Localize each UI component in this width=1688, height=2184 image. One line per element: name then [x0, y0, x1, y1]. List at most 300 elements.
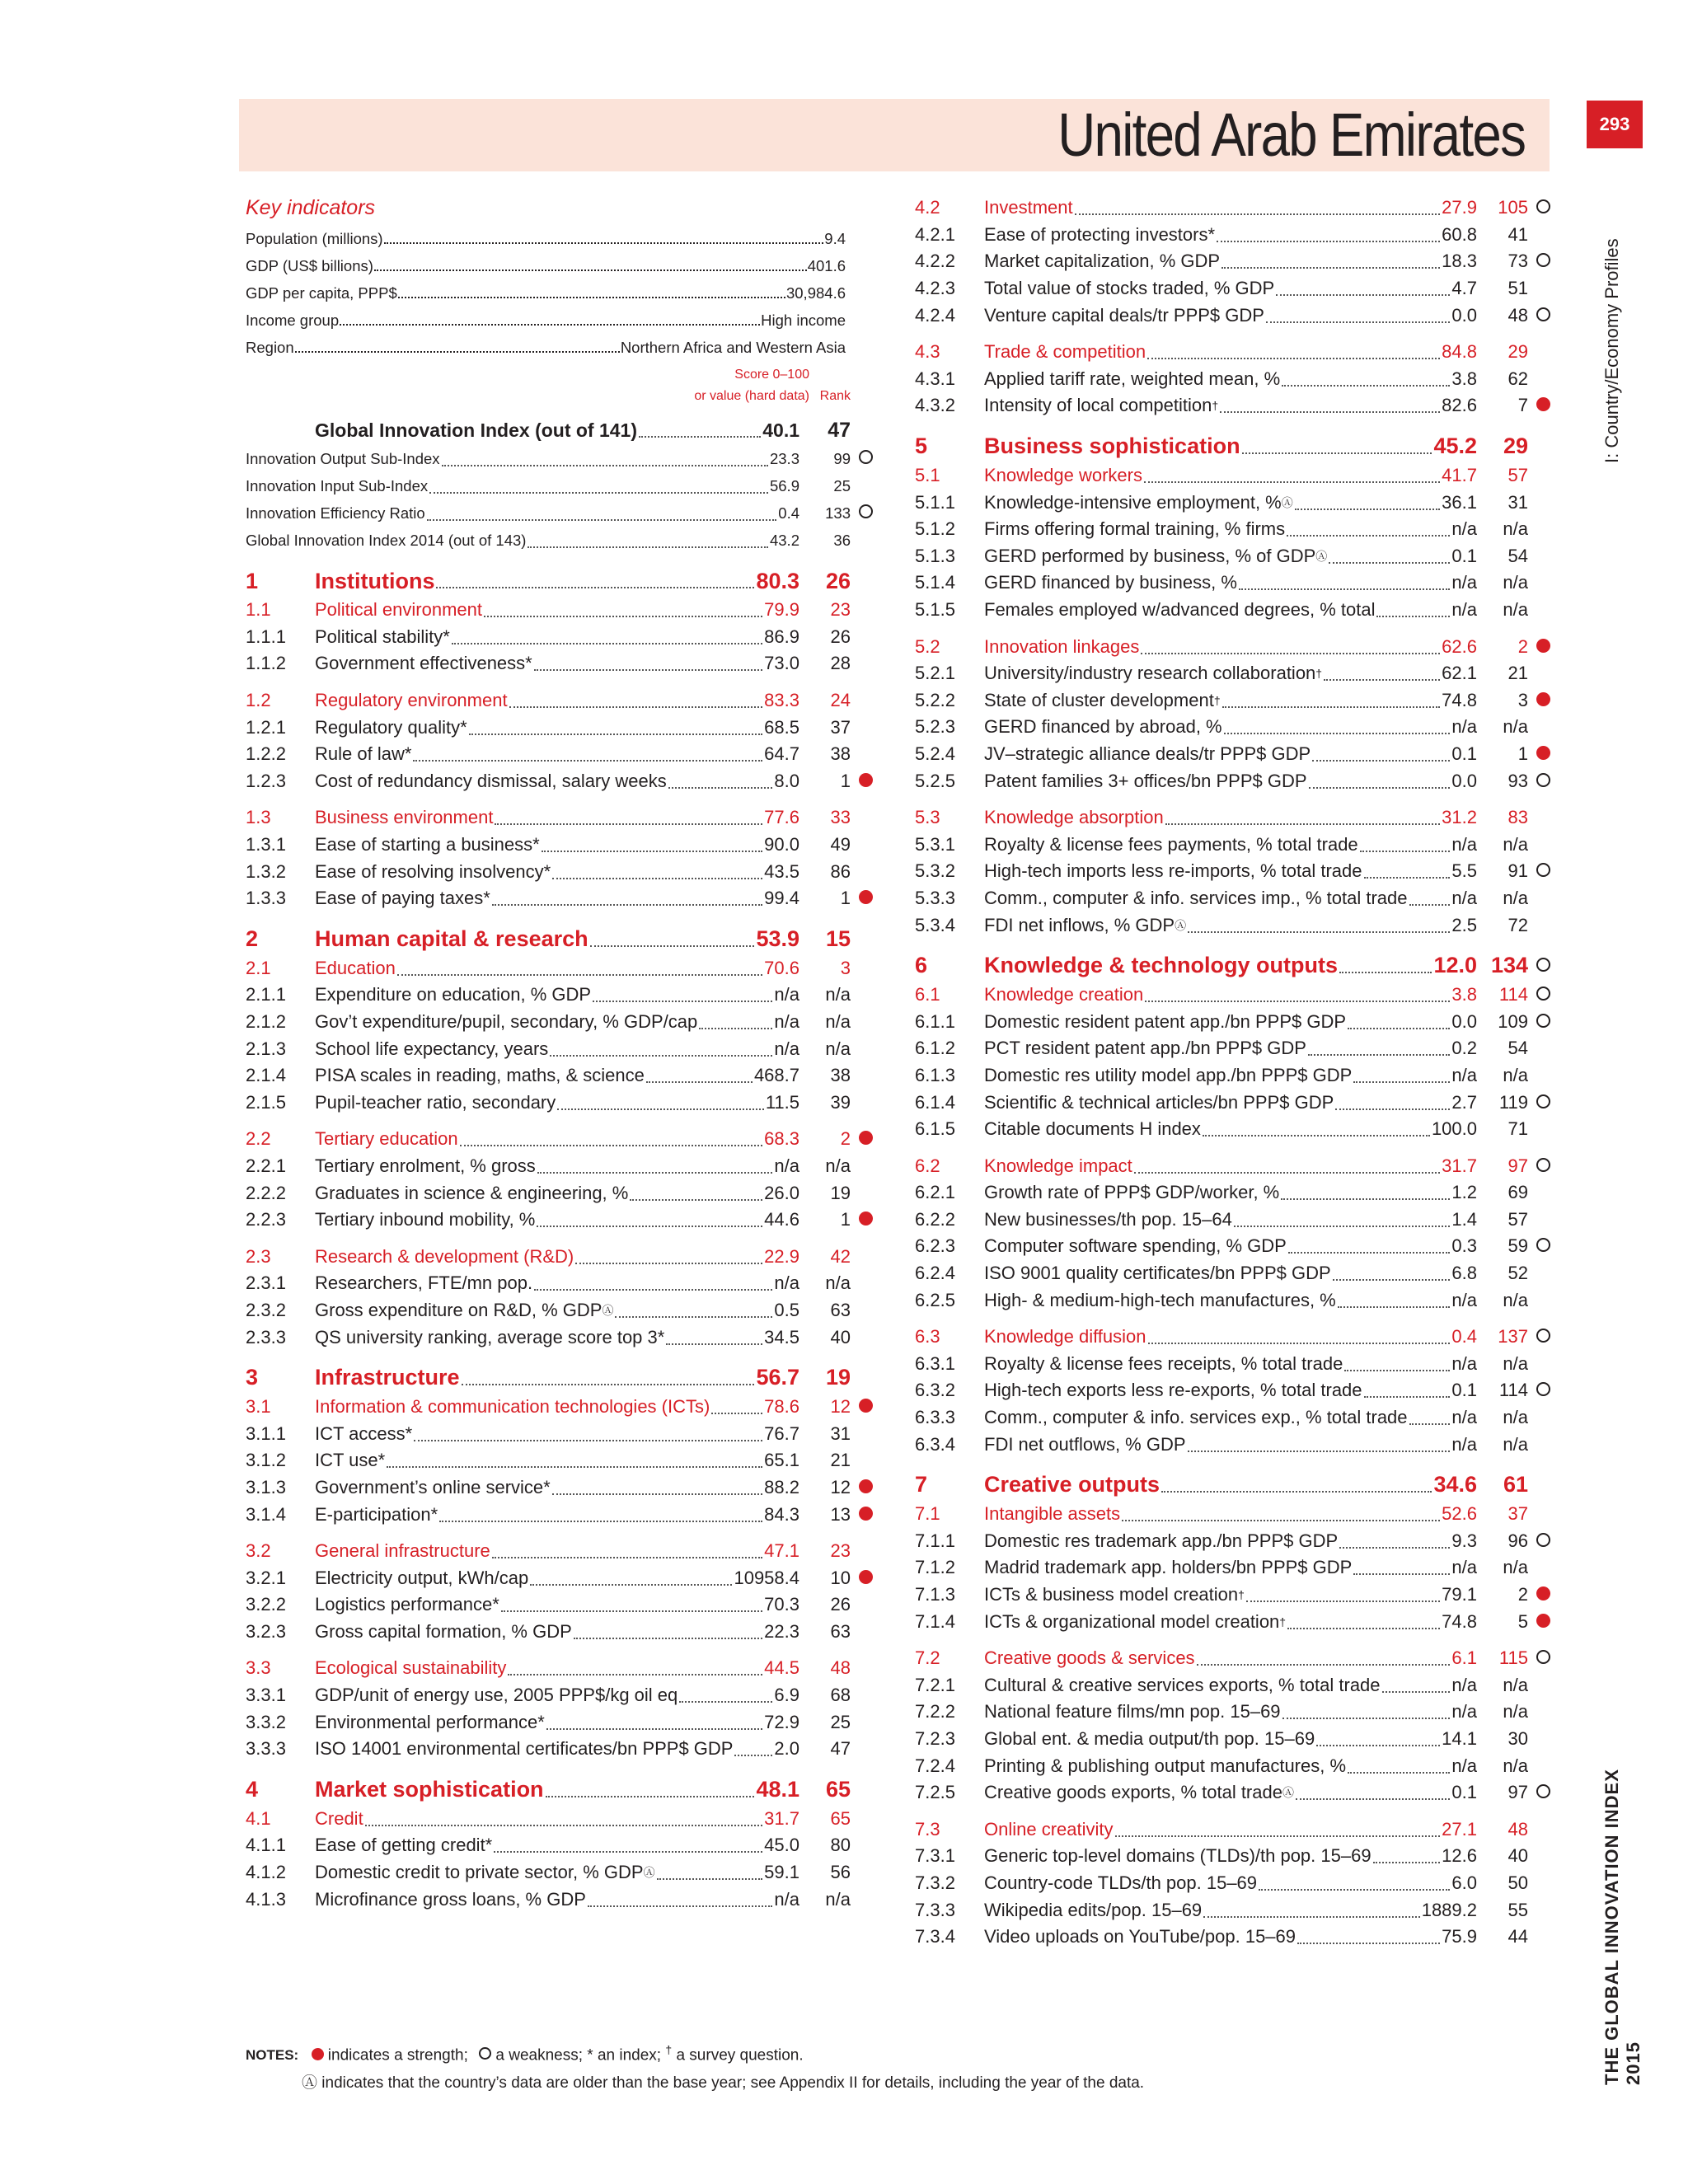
- leader-dots: [1364, 1396, 1451, 1398]
- row-score: n/a: [774, 984, 799, 1005]
- row-rank: 41: [1507, 223, 1528, 245]
- marker-cell: [1528, 690, 1558, 711]
- row-score: 27.1: [1442, 1818, 1477, 1840]
- row-score: 83.3: [764, 690, 799, 711]
- row-label: Business environment: [315, 807, 494, 828]
- row-label: Domestic res trademark app./bn PPP$ GDP: [984, 1530, 1339, 1551]
- row-code: 6.2.1: [915, 1182, 955, 1203]
- row-score: 45.0: [764, 1835, 799, 1856]
- weakness-circle-icon: [1536, 199, 1550, 213]
- row-rank: 13: [830, 1503, 851, 1525]
- row-code: 5.3.1: [915, 833, 955, 855]
- indicator-row: [915, 597, 1558, 624]
- leader-dots: [1197, 1664, 1451, 1666]
- row-code: 7.3: [915, 1818, 940, 1840]
- key-indicator-value: 9.4: [824, 230, 846, 247]
- leader-dots: [1188, 1451, 1451, 1452]
- row-score: 0.0: [1451, 304, 1477, 326]
- row-label: Regulatory quality*: [315, 716, 467, 738]
- weakness-circle-icon: [1536, 1650, 1550, 1664]
- row-code: 7.2.2: [915, 1701, 955, 1722]
- row-label: Trade & competition: [984, 341, 1146, 363]
- strength-dot-icon: [859, 1131, 873, 1145]
- row-code: 6.2.3: [915, 1235, 955, 1257]
- row-score: 0.4: [778, 504, 799, 522]
- row-label: Logistics performance*: [315, 1594, 499, 1615]
- weakness-circle-icon: [1536, 1784, 1550, 1798]
- row-label: Madrid trademark app. holders/bn PPP$ GDP: [984, 1557, 1353, 1578]
- row-rank: 28: [830, 653, 851, 674]
- row-rank: 59: [1507, 1235, 1528, 1257]
- row-label: Video uploads on YouTube/pop. 15–69: [984, 1926, 1296, 1947]
- row-score: 31.2: [1442, 807, 1477, 828]
- row-rank: 137: [1498, 1326, 1528, 1347]
- leader-dots: [1203, 1135, 1430, 1137]
- indicator-row: [915, 1351, 1558, 1378]
- row-label: Innovation Output Sub-Index: [246, 449, 440, 467]
- row-rank: 52: [1507, 1263, 1528, 1284]
- leader-dots: [469, 733, 763, 735]
- row-label: Education: [315, 957, 396, 978]
- row-code: 2.3.3: [246, 1326, 286, 1347]
- row-label: Knowledge workers: [984, 465, 1142, 486]
- row-score: 6.0: [1451, 1872, 1477, 1893]
- gii-subindex-row: [246, 527, 880, 554]
- subpillar-row: [915, 339, 1558, 366]
- indicator-row: [915, 1377, 1558, 1404]
- row-score: n/a: [1451, 1557, 1477, 1578]
- marker-cell: [1528, 771, 1558, 792]
- indicator-row: [246, 1324, 880, 1351]
- strength-dot-icon: [859, 1570, 873, 1584]
- row-label: Credit: [315, 1807, 363, 1829]
- row-label: Market capitalization, % GDP: [984, 251, 1221, 272]
- row-score: 34.5: [764, 1326, 799, 1347]
- indicator-row: [915, 831, 1558, 858]
- row-code: 1.2.3: [246, 770, 286, 791]
- pillar-row: [915, 431, 1558, 462]
- row-label: Domestic resident patent app./bn PPP$ GDP: [984, 1010, 1347, 1032]
- marker-cell: [1528, 1011, 1558, 1033]
- row-score: n/a: [1451, 572, 1477, 593]
- row-rank: 2: [1517, 1584, 1528, 1605]
- row-label: Creative goods & services: [984, 1647, 1195, 1669]
- indicator-row: [915, 1207, 1558, 1234]
- row-label: GERD performed by business, % of GDP: [984, 545, 1316, 566]
- row-score: 12.0: [1433, 953, 1477, 978]
- row-rank: 31: [830, 1422, 851, 1444]
- row-rank: 25: [833, 476, 851, 494]
- row-rank: 38: [830, 743, 851, 765]
- indicator-row: [915, 1672, 1558, 1699]
- row-score: 31.7: [1442, 1155, 1477, 1176]
- row-rank: n/a: [1503, 1755, 1528, 1776]
- row-label: Patent families 3+ offices/bn PPP$ GDP: [984, 770, 1307, 791]
- row-score: 88.2: [764, 1476, 799, 1497]
- row-code: 7.2: [915, 1647, 940, 1669]
- marker-cell: [1528, 636, 1558, 658]
- leader-dots: [546, 1796, 755, 1797]
- row-label: Knowledge creation: [984, 984, 1144, 1005]
- row-rank: 19: [830, 1182, 851, 1203]
- row-code: 7.1.2: [915, 1557, 955, 1578]
- row-code: 3.3.3: [246, 1738, 286, 1760]
- strength-dot-icon: [859, 773, 873, 787]
- row-score: 6.8: [1451, 1263, 1477, 1284]
- row-code: 6.2.5: [915, 1289, 955, 1310]
- row-code: 3: [246, 1365, 259, 1390]
- strength-dot-icon: [1536, 397, 1550, 411]
- row-score: 84.8: [1442, 341, 1477, 363]
- row-label: General infrastructure: [315, 1540, 490, 1562]
- gii-subindex-row: [246, 472, 880, 499]
- row-label: Researchers, FTE/mn pop.: [315, 1272, 533, 1294]
- leader-dots: [615, 1316, 772, 1318]
- row-score: 5.5: [1451, 860, 1477, 882]
- indicator-row: [915, 885, 1558, 912]
- weakness-circle-icon: [1536, 1014, 1550, 1028]
- indicator-row: [246, 714, 880, 741]
- indicator-row: [915, 1870, 1558, 1897]
- row-rank: 39: [830, 1091, 851, 1113]
- row-rank: n/a: [1503, 716, 1528, 738]
- dagger-icon: †: [1238, 1588, 1245, 1602]
- row-rank: 83: [1507, 807, 1528, 828]
- leader-dots: [537, 1226, 762, 1227]
- leader-dots: [666, 1343, 762, 1345]
- row-code: 5.1: [915, 465, 940, 486]
- marker-cell: [1528, 1326, 1558, 1347]
- row-score: 10958.4: [734, 1567, 799, 1588]
- row-rank: 37: [1507, 1503, 1528, 1525]
- subpillar-row: [246, 1538, 880, 1565]
- indicator-row: [915, 1699, 1558, 1726]
- row-code: 1.1: [246, 599, 271, 621]
- pillar-row: [246, 565, 880, 597]
- indicator-row: [246, 1153, 880, 1180]
- older-data-icon: Ⓐ: [643, 1866, 655, 1880]
- indicator-row: [915, 222, 1558, 249]
- row-score: 0.3: [1451, 1235, 1477, 1257]
- row-label: Infrastructure: [315, 1365, 460, 1390]
- row-code: 6.1.4: [915, 1091, 955, 1113]
- indicator-row: [915, 1896, 1558, 1924]
- row-label: ICT use*: [315, 1450, 386, 1471]
- row-score: 0.0: [1451, 770, 1477, 791]
- leader-dots: [528, 546, 768, 548]
- indicator-row: [915, 714, 1558, 741]
- leader-dots: [534, 669, 762, 671]
- row-code: 4.3.1: [915, 368, 955, 389]
- row-code: 5.3.4: [915, 914, 955, 935]
- indicator-row: [915, 1089, 1558, 1116]
- indicator-row: [915, 1554, 1558, 1582]
- row-code: 5.1.5: [915, 599, 955, 621]
- leader-dots: [442, 465, 768, 466]
- leader-dots: [1344, 1370, 1450, 1371]
- row-label: Tertiary education: [315, 1128, 458, 1150]
- indicator-row: [246, 768, 880, 795]
- notes-weakness: a weakness; * an index;: [495, 2046, 662, 2064]
- notes-line1: [246, 2036, 1144, 2069]
- row-score: 44.6: [764, 1209, 799, 1230]
- marker-cell: [1528, 1647, 1558, 1669]
- leader-dots: [1353, 1573, 1450, 1575]
- row-score: n/a: [1451, 887, 1477, 908]
- row-code: 4.2.3: [915, 278, 955, 299]
- key-indicator-value: 401.6: [807, 257, 846, 274]
- indicator-row: [915, 1260, 1558, 1287]
- row-label: Rule of law*: [315, 743, 412, 765]
- row-score: 0.5: [774, 1299, 799, 1320]
- weakness-circle-icon: [1536, 253, 1550, 267]
- row-score: 43.2: [769, 531, 799, 549]
- key-indicator-label: GDP (US$ billions): [246, 257, 373, 274]
- gii-subindex-row: [246, 445, 880, 472]
- leader-dots: [495, 823, 762, 825]
- notes-survey: a survey question.: [676, 2046, 804, 2064]
- older-data-icon: Ⓐ: [302, 2074, 318, 2093]
- indicator-row: [915, 1779, 1558, 1807]
- row-score: 9.3: [1451, 1530, 1477, 1551]
- leader-dots: [1165, 823, 1440, 825]
- leader-dots: [1348, 1028, 1450, 1029]
- row-score: 2.0: [774, 1738, 799, 1760]
- leader-dots: [1259, 1889, 1450, 1891]
- row-score: n/a: [774, 1038, 799, 1059]
- row-code: 1.1.1: [246, 626, 286, 647]
- key-indicator-row: [246, 252, 846, 279]
- leader-dots: [1333, 1279, 1451, 1281]
- row-label: Innovation Input Sub-Index: [246, 476, 429, 494]
- row-rank: 12: [830, 1476, 851, 1497]
- row-code: 5.3: [915, 807, 940, 828]
- strength-dot-icon: [1536, 639, 1550, 653]
- row-label: Growth rate of PPP$ GDP/worker, %: [984, 1182, 1280, 1203]
- row-rank: n/a: [1503, 1701, 1528, 1722]
- indicator-row: [915, 489, 1558, 516]
- leader-dots: [1122, 1520, 1440, 1521]
- indicator-row: [915, 1582, 1558, 1609]
- leader-dots: [1282, 385, 1450, 387]
- row-score: n/a: [1451, 518, 1477, 540]
- key-indicator-label: Income group: [246, 312, 340, 329]
- weakness-circle-icon: [1536, 307, 1550, 321]
- row-code: 5.1.4: [915, 572, 955, 593]
- leader-dots: [1287, 1628, 1440, 1629]
- key-indicator-label: Population (millions): [246, 230, 383, 247]
- leader-dots: [1339, 1547, 1450, 1549]
- row-score: 45.2: [1433, 434, 1477, 459]
- weakness-circle-icon: [1536, 987, 1550, 1001]
- indicator-row: [246, 624, 880, 651]
- marker-cell: [1528, 197, 1558, 218]
- row-label: Females employed w/advanced degrees, % total: [984, 599, 1376, 621]
- indicator-row: [246, 1474, 880, 1502]
- weakness-circle-icon: [479, 2047, 491, 2060]
- key-indicator-value: Northern Africa and Western Asia: [620, 339, 846, 356]
- notes-line2: indicates that the country’s data are older than the base year; see Appendix II for details, including the year of the data.: [321, 2074, 1145, 2093]
- row-label: Country-code TLDs/th pop. 15–69: [984, 1872, 1258, 1893]
- leader-dots: [1115, 1835, 1441, 1837]
- row-code: 4.2.4: [915, 304, 955, 326]
- key-indicator-label: GDP per capita, PPP$: [246, 284, 397, 302]
- row-label: Computer software spending, % GDP: [984, 1235, 1287, 1257]
- row-rank: 54: [1507, 1038, 1528, 1059]
- row-score: 84.3: [764, 1503, 799, 1525]
- row-code: 3.2.2: [246, 1594, 286, 1615]
- row-score: 79.9: [764, 599, 799, 621]
- score-header-line2: or value (hard data): [694, 389, 809, 403]
- row-rank: 55: [1507, 1899, 1528, 1920]
- leader-dots: [387, 1466, 762, 1468]
- row-score: 6.9: [774, 1685, 799, 1706]
- leader-dots: [1203, 1916, 1420, 1918]
- leader-dots: [1295, 509, 1440, 510]
- row-rank: 33: [830, 807, 851, 828]
- indicator-row: [246, 1207, 880, 1234]
- row-code: 7.2.4: [915, 1755, 955, 1776]
- row-score: n/a: [774, 1272, 799, 1294]
- row-label: New businesses/th pop. 15–64: [984, 1208, 1232, 1230]
- row-rank: 12: [830, 1396, 851, 1418]
- marker-cell: [851, 450, 880, 468]
- leader-dots: [439, 1521, 762, 1522]
- row-label: Knowledge & technology outputs: [984, 953, 1338, 978]
- row-rank: 57: [1507, 1208, 1528, 1230]
- indicator-row: [915, 858, 1558, 885]
- row-code: 1: [246, 568, 259, 593]
- indicator-row: [246, 1859, 880, 1886]
- leader-dots: [588, 1905, 773, 1907]
- indicator-row: [246, 650, 880, 677]
- row-code: 2.1.4: [246, 1065, 286, 1086]
- row-rank: 21: [830, 1450, 851, 1471]
- row-code: 6.1.3: [915, 1064, 955, 1085]
- row-rank: 37: [830, 716, 851, 738]
- row-label: Electricity output, kWh/cap: [315, 1567, 529, 1588]
- row-label: High- & medium-high-tech manufactures, %: [984, 1289, 1336, 1310]
- row-label: Information & communication technologies (ICTs): [315, 1396, 710, 1418]
- leader-dots: [1246, 1601, 1440, 1602]
- row-rank: 36: [833, 531, 851, 549]
- row-score: 64.7: [764, 743, 799, 765]
- pillar-row: [246, 1362, 880, 1394]
- country-banner: [239, 99, 1550, 171]
- leader-dots: [452, 643, 762, 644]
- strength-dot-icon: [1536, 692, 1550, 706]
- row-label: Government’s online service*: [315, 1476, 551, 1497]
- row-label: Knowledge absorption: [984, 807, 1164, 828]
- row-score: 468.7: [753, 1065, 799, 1086]
- row-code: 5.2.4: [915, 743, 955, 764]
- row-label: Market sophistication: [315, 1777, 544, 1802]
- row-code: 4: [246, 1777, 259, 1802]
- leader-dots: [552, 1493, 762, 1495]
- row-code: 5.2.2: [915, 689, 955, 710]
- row-code: 6.3.1: [915, 1352, 955, 1374]
- subpillar-row: [915, 1324, 1558, 1351]
- row-score: n/a: [1451, 1433, 1477, 1455]
- leader-dots: [593, 1001, 772, 1002]
- subpillar-row: [915, 1152, 1558, 1179]
- row-score: 18.3: [1442, 251, 1477, 272]
- row-label: Investment: [984, 197, 1073, 218]
- leader-dots: [657, 1878, 763, 1880]
- row-score: n/a: [1451, 1755, 1477, 1776]
- leader-dots: [413, 760, 762, 762]
- row-code: 1.3.3: [246, 888, 286, 909]
- row-code: 3.1.1: [246, 1422, 286, 1444]
- row-score: 52.6: [1442, 1503, 1477, 1525]
- row-label: Tertiary enrolment, % gross: [315, 1155, 536, 1176]
- key-indicator-row: [246, 279, 846, 307]
- row-label: Ease of starting a business*: [315, 834, 540, 855]
- leader-dots: [1161, 1491, 1432, 1493]
- row-code: 1.3.2: [246, 860, 286, 882]
- row-label: State of cluster development: [984, 689, 1214, 710]
- row-code: 1.3: [246, 807, 271, 828]
- indicator-row: [915, 741, 1558, 768]
- row-score: 0.2: [1451, 1038, 1477, 1059]
- indicator-row: [915, 1726, 1558, 1753]
- marker-cell: [851, 1477, 880, 1498]
- leader-dots: [630, 1199, 762, 1201]
- row-score: 2.7: [1451, 1091, 1477, 1113]
- row-code: 2.1.5: [246, 1091, 286, 1113]
- leader-dots: [397, 974, 762, 976]
- strength-dot-icon: [1536, 1586, 1550, 1601]
- marker-cell: [1528, 251, 1558, 272]
- row-rank: n/a: [1503, 1433, 1528, 1455]
- leader-dots: [462, 1384, 755, 1385]
- leader-dots: [1266, 321, 1450, 323]
- marker-cell: [1528, 984, 1558, 1005]
- older-data-icon: Ⓐ: [602, 1303, 614, 1317]
- row-score: 0.1: [1451, 545, 1477, 566]
- strength-dot-icon: [859, 890, 873, 904]
- row-score: 2.5: [1451, 914, 1477, 935]
- row-rank: 51: [1507, 278, 1528, 299]
- key-indicator-value: High income: [761, 312, 846, 329]
- leader-dots: [1348, 1772, 1450, 1774]
- leader-dots: [1409, 904, 1451, 906]
- row-rank: 3: [1517, 689, 1528, 710]
- row-label: Business sophistication: [984, 434, 1240, 459]
- key-indicator-row: [246, 307, 846, 334]
- row-code: 7.3.4: [915, 1926, 955, 1947]
- marker-cell: [1528, 1530, 1558, 1552]
- row-rank: 65: [825, 1777, 851, 1802]
- row-score: 1.4: [1451, 1208, 1477, 1230]
- indicator-row: [915, 275, 1558, 302]
- leader-dots: [734, 1755, 772, 1756]
- row-label: Expenditure on education, % GDP: [315, 984, 592, 1005]
- row-label: Graduates in science & engineering, %: [315, 1182, 629, 1203]
- indicator-row: [915, 1062, 1558, 1090]
- strength-dot-icon: [1536, 746, 1550, 760]
- indicator-row: [246, 885, 880, 912]
- row-label: Citable documents H index: [984, 1118, 1201, 1140]
- row-score: 77.6: [764, 807, 799, 828]
- leader-dots: [1242, 452, 1432, 454]
- indicator-row: [915, 1404, 1558, 1432]
- leader-dots: [1141, 653, 1440, 654]
- leader-dots: [1282, 1718, 1451, 1719]
- indicator-row: [246, 982, 880, 1009]
- row-score: 40.1: [762, 419, 799, 441]
- row-rank: 73: [1507, 251, 1528, 272]
